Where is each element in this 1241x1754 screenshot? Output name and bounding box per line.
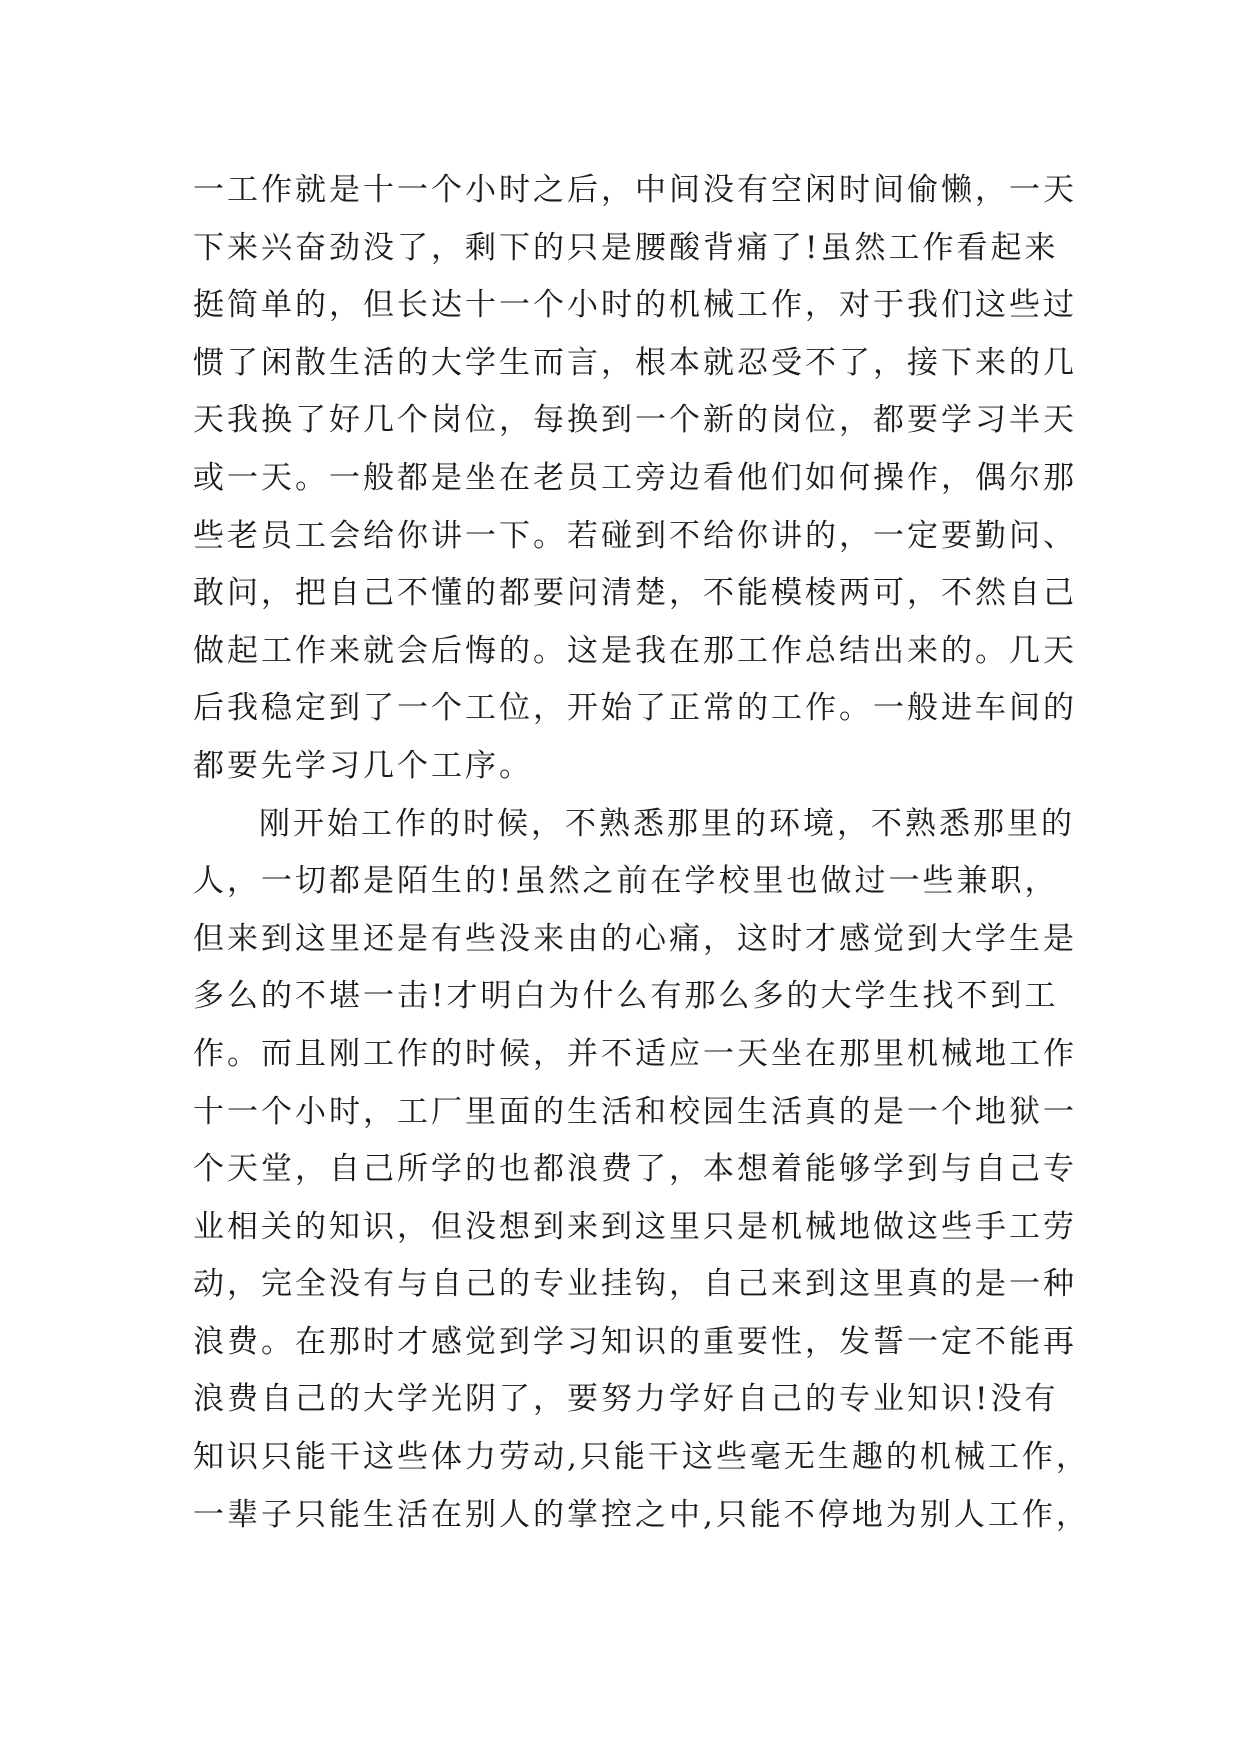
text-line: 一辈子只能生活在别人的掌控之中,只能不停地为别人工作， — [193, 1496, 1090, 1533]
text-line: 多么的不堪一击!才明白为什么有那么多的大学生找不到工 — [193, 978, 1059, 1015]
text-line: 些老员工会给你讲一下。若碰到不给你讲的，一定要勤问、 — [193, 517, 1077, 554]
text-line: 都要先学习几个工序。 — [193, 747, 533, 784]
text-line: 敢问，把自己不懂的都要问清楚，不能模棱两可，不然自己 — [193, 575, 1077, 612]
text-line: 挺简单的，但长达十一个小时的机械工作，对于我们这些过 — [193, 287, 1077, 324]
text-line: 作。而且刚工作的时候，并不适应一天坐在那里机械地工作 — [193, 1035, 1077, 1072]
text-line: 浪费。在那时才感觉到学习知识的重要性，发誓一定不能再 — [193, 1323, 1077, 1360]
text-line: 惯了闲散生活的大学生而言，根本就忍受不了，接下来的几 — [193, 344, 1077, 381]
text-line: 下来兴奋劲没了，剩下的只是腰酸背痛了!虽然工作看起来 — [193, 229, 1059, 266]
text-line: 知识只能干这些体力劳动,只能干这些毫无生趣的机械工作， — [193, 1439, 1090, 1476]
text-line: 一工作就是十一个小时之后，中间没有空闲时间偷懒，一天 — [193, 172, 1077, 208]
text-line: 后我稳定到了一个工位，开始了正常的工作。一般进车间的 — [193, 690, 1077, 727]
text-line: 刚开始工作的时候，不熟悉那里的环境，不熟悉那里的 — [259, 805, 1075, 842]
text-line: 天我换了好几个岗位，每换到一个新的岗位，都要学习半天 — [193, 402, 1077, 439]
text-line: 做起工作来就会后悔的。这是我在那工作总结出来的。几天 — [193, 632, 1077, 669]
text-line: 业相关的知识，但没想到来到这里只是机械地做这些手工劳 — [193, 1208, 1077, 1245]
text-line: 个天堂，自己所学的也都浪费了，本想着能够学到与自己专 — [193, 1151, 1077, 1188]
text-line: 但来到这里还是有些没来由的心痛，这时才感觉到大学生是 — [193, 920, 1077, 957]
text-line: 浪费自己的大学光阴了，要努力学好自己的专业知识!没有 — [193, 1381, 1059, 1418]
paragraph-1 — [193, 162, 1077, 796]
text-line: 人，一切都是陌生的!虽然之前在学校里也做过一些兼职， — [193, 863, 1059, 900]
text-line: 十一个小时，工厂里面的生活和校园生活真的是一个地狱一 — [193, 1093, 1077, 1130]
text-line: 动，完全没有与自己的专业挂钩，自己来到这里真的是一种 — [193, 1266, 1077, 1303]
text-line: 或一天。一般都是坐在老员工旁边看他们如何操作，偶尔那 — [193, 459, 1077, 496]
paragraph-2 — [193, 796, 1090, 1545]
body-text — [193, 162, 1090, 1544]
